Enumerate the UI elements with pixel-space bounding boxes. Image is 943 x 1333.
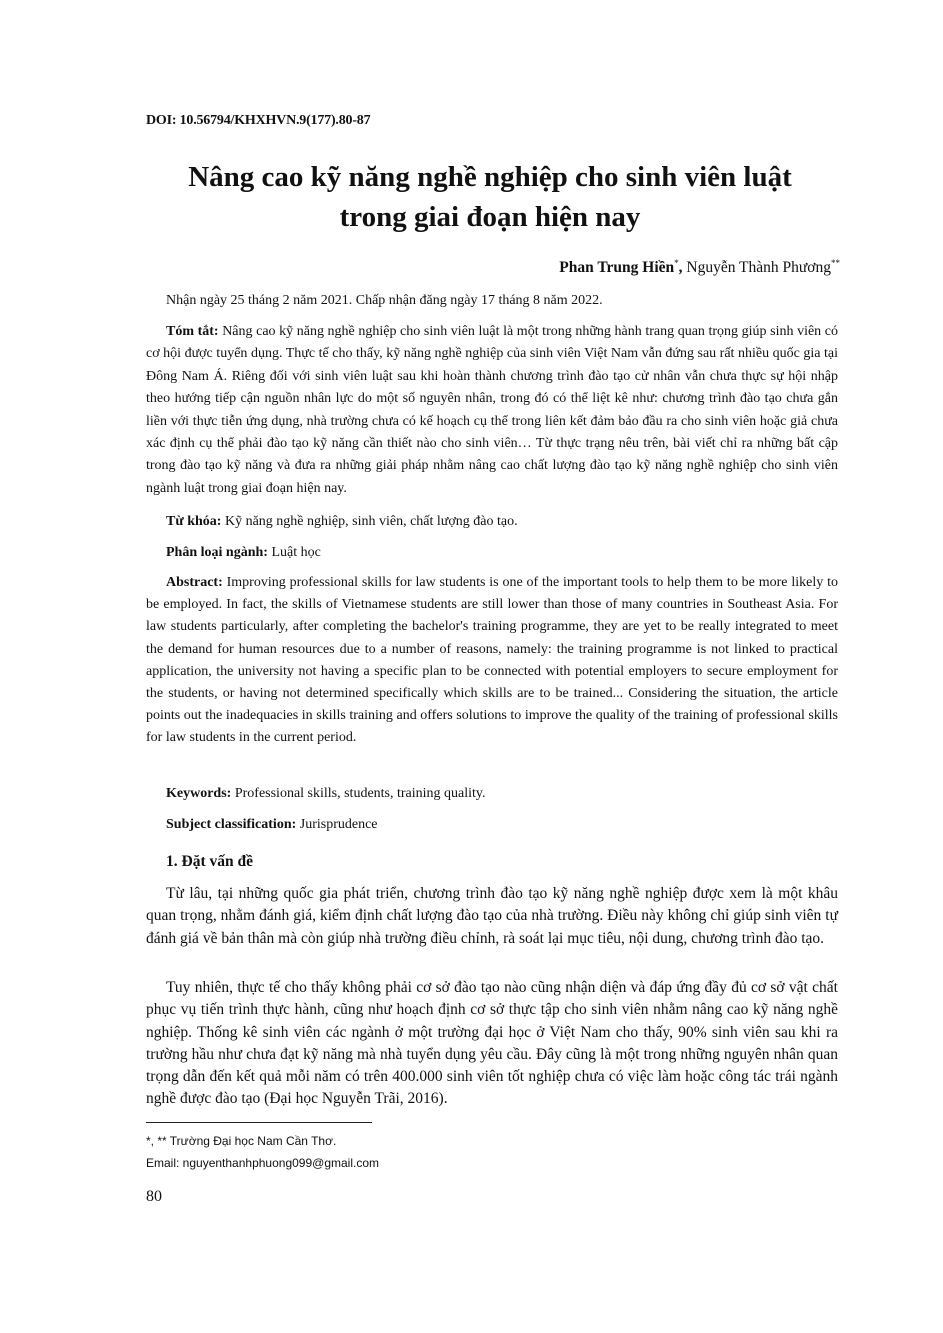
article-title	[140, 157, 840, 237]
keywords-en-text: Professional skills, students, training quality.	[231, 786, 486, 801]
section-heading: 1. Đặt vấn đề	[166, 853, 253, 870]
abstract-vi-label: Tóm tắt:	[166, 324, 219, 339]
email-link[interactable]: nguyenthanhphuong099@gmail.com	[179, 1156, 380, 1170]
keywords-en-label: Keywords:	[166, 786, 232, 801]
body-paragraph	[146, 977, 838, 1111]
title-line-1: Nâng cao kỹ năng nghề nghiệp cho sinh viên luật	[188, 161, 792, 193]
abstract-en-label: Abstract:	[166, 575, 223, 590]
author-name: Nguyễn Thành Phương	[686, 259, 831, 277]
classification-vi-label: Phân loại ngành:	[166, 545, 268, 560]
keywords-en	[146, 783, 838, 805]
doi: DOI: 10.56794/KHXHVN.9(177).80-87	[146, 113, 371, 128]
author-separator: ,	[678, 259, 687, 277]
abstract-vi-text: Nâng cao kỹ năng nghề nghiệp cho sinh viên luật là một trong những hành trang quan trọng giúp sinh viên có cơ hội được tuyển dụng. Thực tế cho thấy, kỹ năng nghề nghiệp của sinh viên Việt Nam vẫn đứng sau rất nhiều quốc gia tại Đông Nam Á. Riêng đối với sinh viên luật sau khi hoàn thành chương trình đào tạo cử nhân vẫn chưa thực sự hội nhập theo hướng tiếp cận nguồn nhân lực do một số nguyên nhân, trong đó có thể liệt kê như: chương trình đào tạo chưa gắn liền với thực tiễn ứng dụng, nhà trường chưa có kế hoạch cụ thể trong liên kết đảm bảo đầu ra cho sinh viên hoặc giả chưa xác định cụ thể phải đào tạo kỹ năng cần thiết nào cho sinh viên… Từ thực trạng nêu trên, bài viết chỉ ra những bất cập trong đào tạo kỹ năng và đưa ra những giải pháp nhằm nâng cao chất lượng đào tạo kỹ năng nghề nghiệp cho sinh viên ngành luật trong giai đoạn hiện nay.	[146, 324, 838, 496]
received-date: Nhận ngày 25 tháng 2 năm 2021. Chấp nhận đăng ngày 17 tháng 8 năm 2022.	[166, 293, 603, 308]
email-label: Email:	[146, 1156, 180, 1170]
abstract-en-text: Improving professional skills for law students is one of the important tools to help them to be more likely to be employed. In fact, the skills of Vietnamese students are still lower than those of many countries in Southeast Asia. For law students particularly, after completing the bachelor's training programme, they are yet to be really integrated to meet the demand for human resources due to a number of reasons, namely: the training programme is not linked to practical application, the university not having a specific plan to be connected with potential employers to secure employment for the students, or having not determined specifically which skills are to be trained... Considering the situation, the article points out the inadequacies in skills training and offers solutions to improve the quality of the training of professional skills for law students in the current period.	[146, 575, 838, 746]
body-paragraph	[146, 883, 838, 950]
title-line-2: trong giai đoạn hiện nay	[339, 201, 641, 233]
keywords-vi-label: Từ khóa:	[166, 514, 222, 529]
abstract-en	[146, 572, 838, 750]
classification-en-label: Subject classification:	[166, 817, 297, 832]
footnote-divider	[146, 1122, 372, 1123]
author-name: Phan Trung Hiền	[559, 259, 675, 277]
keywords-vi	[146, 511, 838, 533]
classification-vi-text: Luật học	[267, 545, 321, 560]
footnote-email	[146, 1156, 379, 1170]
author-mark: *	[674, 258, 679, 268]
classification-vi	[146, 542, 838, 564]
paragraph-text: Từ lâu, tại những quốc gia phát triển, chương trình đào tạo kỹ năng nghề nghiệp được xem là một khâu quan trọng, nhằm đánh giá, kiểm định chất lượng đào tạo của nhà trường. Điều này không chỉ giúp sinh viên tự đánh giá về bản thân mà còn giúp nhà trường điều chỉnh, rà soát lại mục tiêu, nội dung, chương trình đào tạo.	[146, 885, 838, 947]
page-number: 80	[146, 1188, 162, 1205]
keywords-vi-text: Kỹ năng nghề nghiệp, sinh viên, chất lượng đào tạo.	[221, 514, 518, 529]
footnote-affiliation: *, ** Trường Đại học Nam Cần Thơ.	[146, 1134, 337, 1148]
paragraph-text: Tuy nhiên, thực tế cho thấy không phải cơ sở đào tạo nào cũng nhận diện và đáp ứng đầy đủ cơ sở vật chất phục vụ tiến trình thực hành, cũng như hoạch định cơ sở thực tập cho sinh viên nhằm nâng cao kỹ năng nghề nghiệp. Thống kê sinh viên các ngành ở một trường đại học ở Việt Nam cho thấy, 90% sinh viên sau khi ra trường hầu như chưa đạt kỹ năng mà nhà tuyển dụng yêu cầu. Đây cũng là một trong những nguyên nhân quan trọng dẫn đến kết quả mỗi năm có trên 400.000 sinh viên tốt nghiệp chưa có việc làm hoặc công tác trái ngành nghề được đào tạo (Đại học Nguyễn Trãi, 2016).	[146, 979, 838, 1108]
author-mark: **	[831, 258, 840, 268]
classification-en-text: Jurisprudence	[296, 817, 378, 832]
abstract-vi	[146, 321, 838, 500]
classification-en	[146, 814, 838, 836]
authors	[559, 258, 840, 277]
